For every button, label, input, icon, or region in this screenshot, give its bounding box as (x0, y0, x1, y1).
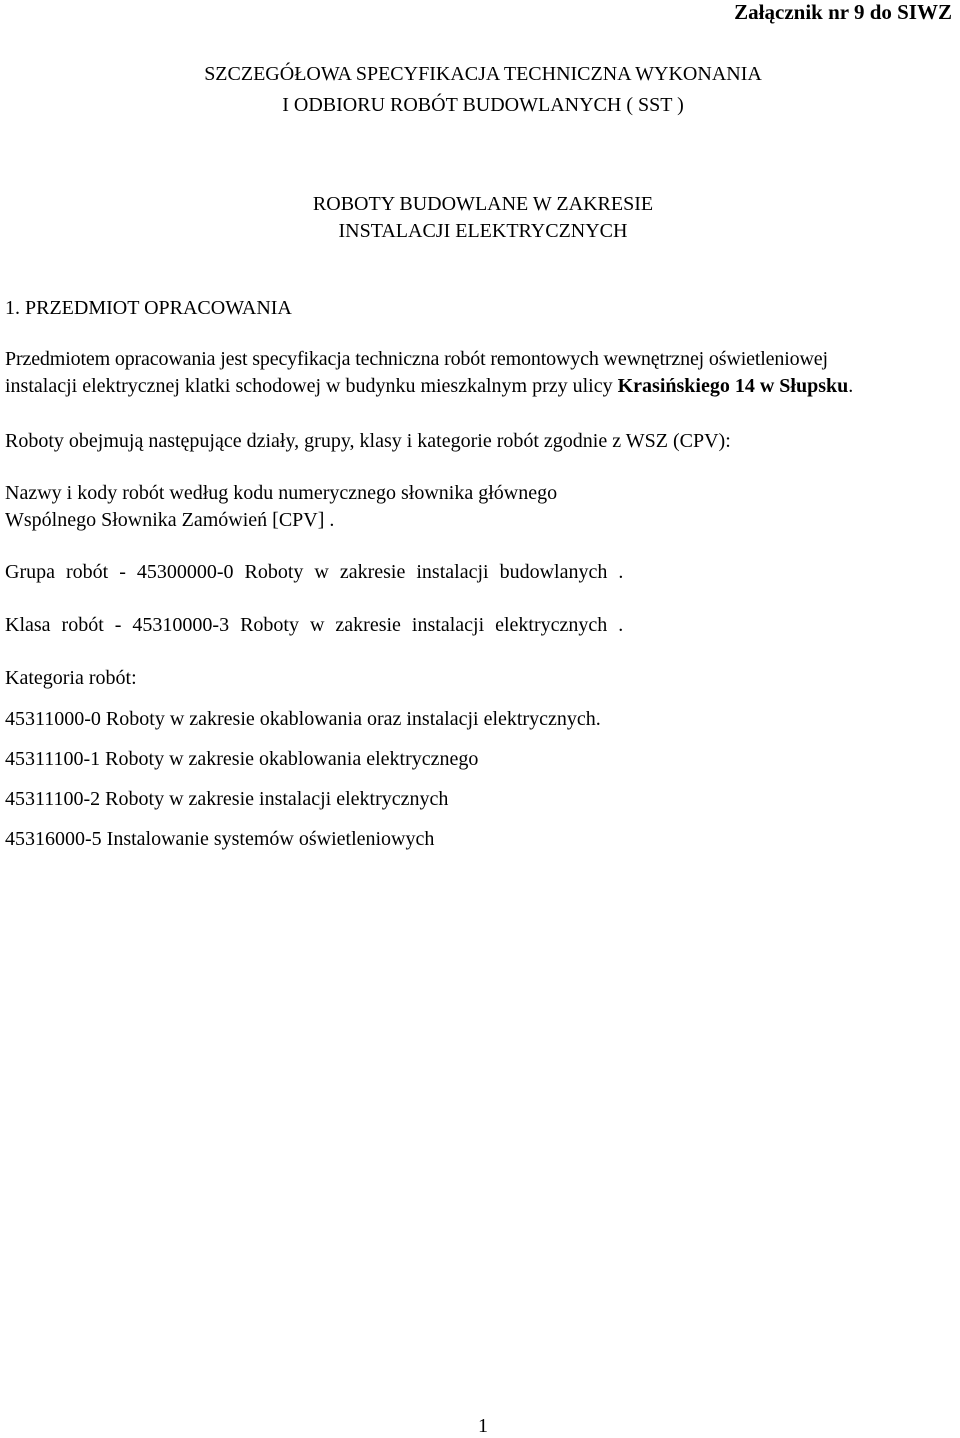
document-title-line-2: I ODBIORU ROBÓT BUDOWLANYCH ( SST ) (282, 94, 684, 116)
document-subtitle-line-2: INSTALACJI ELEKTRYCZNYCH (338, 220, 628, 242)
category-item: 45316000-5 Instalowanie systemów oświetleniowych (5, 828, 435, 850)
scope-text: instalacji elektrycznej klatki schodowej w budynku mieszkalnym przy ulicy (5, 375, 618, 397)
section-heading: 1. PRZEDMIOT OPRACOWANIA (5, 297, 292, 319)
category-label: Kategoria robót: (5, 667, 137, 689)
document-subtitle-line-1: ROBOTY BUDOWLANE W ZAKRESIE (312, 193, 654, 215)
category-item: 45311100-2 Roboty w zakresie instalacji elektrycznych (5, 788, 449, 810)
group-line: Grupa robót - 45300000-0 Roboty w zakresie instalacji budowlanych . (5, 561, 624, 583)
document-title-line-1: SZCZEGÓŁOWA SPECYFIKACJA TECHNICZNA WYKONANIA (204, 63, 762, 85)
class-line: Klasa robót - 45310000-3 Roboty w zakresie instalacji elektrycznych . (5, 614, 624, 636)
paragraph-names-line-2: Wspólnego Słownika Zamówień [CPV] . (5, 509, 335, 531)
scope-period: . (848, 375, 854, 397)
category-item: 45311000-0 Roboty w zakresie okablowania oraz instalacji elektrycznych. (5, 708, 601, 730)
page-number: 1 (478, 1415, 488, 1437)
annex-label: Załącznik nr 9 do SIWZ (734, 0, 952, 24)
paragraph-names-line-1: Nazwy i kody robót według kodu numerycznego słownika głównego (5, 482, 558, 504)
paragraph-scope-line-1: Przedmiotem opracowania jest specyfikacja techniczna robót remontowych wewnętrznej oświetleniowej (5, 348, 828, 370)
category-item: 45311100-1 Roboty w zakresie okablowania elektrycznego (5, 748, 479, 770)
scope-address: Krasińskiego 14 w Słupsku (617, 375, 849, 397)
paragraph-scope-line-2 (5, 374, 853, 398)
paragraph-cpv-intro: Roboty obejmują następujące działy, grupy, klasy i kategorie robót zgodnie z WSZ (CPV): (5, 430, 731, 452)
